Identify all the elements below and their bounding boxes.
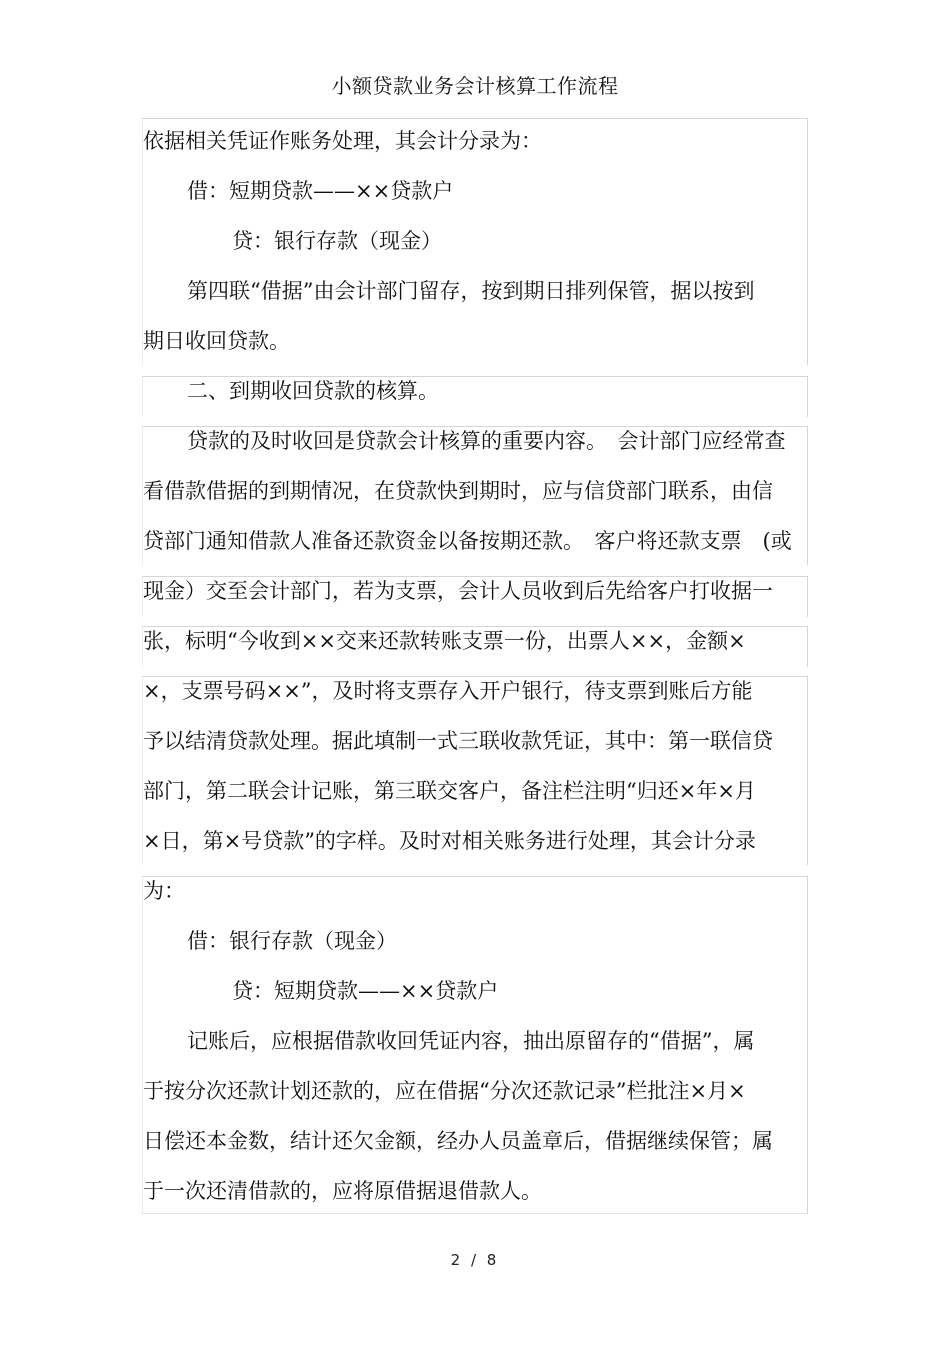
body-line: ×日，第×号贷款”的字样。及时对相关账务进行处理，其会计分录 — [143, 829, 756, 853]
body-line: 贷款的及时收回是贷款会计核算的重要内容。 会计部门应经常查 — [187, 429, 786, 453]
body-line: 贷部门通知借款人准备还款资金以备按期还款。 客户将还款支票 (或 — [143, 529, 792, 553]
body-line: 看借款借据的到期情况，在贷款快到期时，应与信贷部门联系，由信 — [143, 479, 773, 503]
body-line: 于一次还清借款的，应将原借据退借款人。 — [143, 1179, 542, 1203]
body-line: ×，支票号码××”，及时将支票存入开户银行，待支票到账后方能 — [143, 679, 753, 703]
body-line: 于按分次还款计划还款的，应在借据“分次还款记录”栏批注×月× — [143, 1079, 746, 1103]
body-line: 记账后，应根据借款收回凭证内容，抽出原留存的“借据”，属 — [187, 1029, 755, 1053]
body-line: 为： — [143, 879, 185, 903]
body-line: 部门，第二联会计记账，第三联交客户，备注栏注明“归还×年×月 — [143, 779, 756, 803]
body-line: 现金）交至会计部门，若为支票，会计人员收到后先给客户打收据一 — [143, 579, 773, 603]
body-line: 予以结清贷款处理。据此填制一式三联收款凭证，其中：第一联信贷 — [143, 729, 773, 753]
body-line: 张，标明“今收到××交来还款转账支票一份，出票人××，金额× — [143, 629, 746, 653]
body-line: 期日收回贷款。 — [143, 329, 290, 353]
page-number: 2 / 8 — [450, 1251, 500, 1269]
journal-entry-credit: 贷：短期贷款——××贷款户 — [232, 979, 499, 1003]
body-line: 依据相关凭证作账务处理，其会计分录为： — [143, 129, 542, 153]
body-line: 日偿还本金数，结计还欠金额，经办人员盖章后，借据继续保管；属 — [143, 1129, 773, 1153]
section-heading: 二、到期收回贷款的核算。 — [187, 379, 439, 403]
body-line: 第四联“借据”由会计部门留存，按到期日排列保管，据以按到 — [187, 279, 755, 303]
journal-entry-debit: 借：短期贷款——××贷款户 — [187, 179, 454, 203]
page-title: 小额贷款业务会计核算工作流程 — [331, 74, 619, 98]
journal-entry-debit: 借：银行存款（现金） — [187, 929, 397, 953]
journal-entry-credit: 贷：银行存款（现金） — [232, 229, 442, 253]
